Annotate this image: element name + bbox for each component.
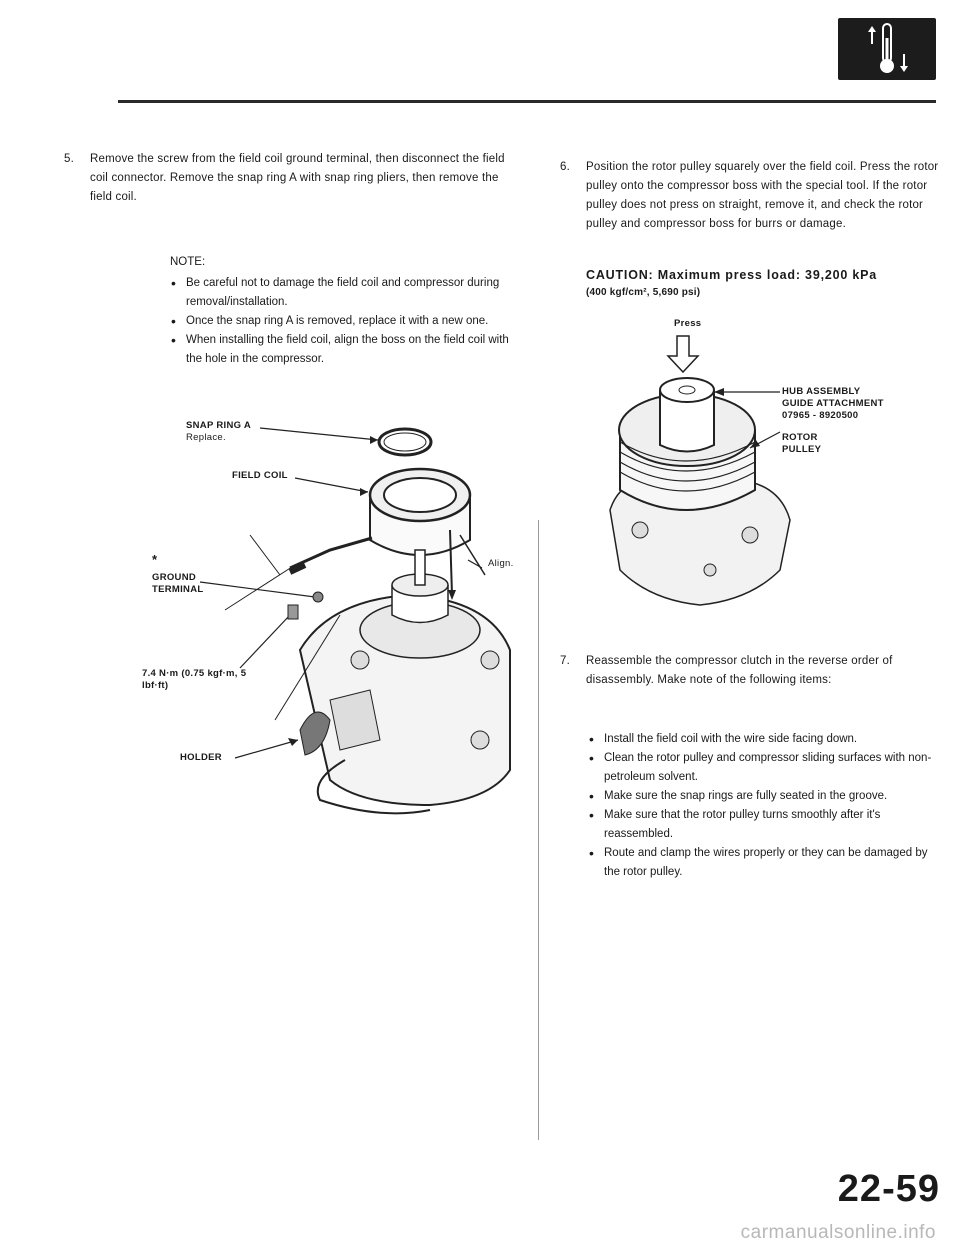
caution-block xyxy=(586,266,936,302)
list-item: • Route and clamp the wires properly or they can be damaged by the rotor pulley. xyxy=(588,844,936,882)
reassembly-items xyxy=(588,730,936,882)
align-label: Align. xyxy=(488,558,514,569)
hub-assembly-text: HUB ASSEMBLY xyxy=(782,386,861,397)
step-5-text: Remove the screw from the field coil ground terminal, then disconnect the field coil connector. Remove the snap ring A with snap ring pliers, then remove the field coil. xyxy=(90,153,505,203)
ground-marker: * xyxy=(152,552,158,567)
step-6-text: Position the rotor pulley squarely over the field coil. Press the rotor pulley onto the compressor boss with the special tool. If the rotor pulley does not press on straight, remove it, and check the rotor pulley and compressor boss for burrs or damage. xyxy=(586,161,939,230)
field-coil xyxy=(290,469,470,572)
field-coil-label: FIELD COIL xyxy=(232,470,288,481)
torque-label: 7.4 N·m (0.75 kgf·m, 5 lbf·ft) xyxy=(142,668,247,691)
step-7 xyxy=(560,652,940,722)
guide-attachment xyxy=(660,378,714,452)
list-item: • Install the field coil with the wire side facing down. xyxy=(588,730,936,749)
column-divider xyxy=(538,520,539,1140)
list-item: • Make sure that the rotor pulley turns smoothly after it's reassembled. xyxy=(588,806,936,844)
climate-control-thermometer-icon xyxy=(838,18,936,80)
snap-ring-text: SNAP RING A xyxy=(186,420,252,431)
list-item: • Clean the rotor pulley and compressor sliding surfaces with non-petroleum solvent. xyxy=(588,749,936,787)
list-item: • Make sure the snap rings are fully seated in the groove. xyxy=(588,787,936,806)
compressor-body xyxy=(300,550,510,813)
press-arrow-icon xyxy=(668,336,698,372)
note-item: • When installing the field coil, align the boss on the field coil with the hole in the compressor. xyxy=(170,331,510,369)
step-7-number: 7. xyxy=(560,655,570,667)
press-label: Press xyxy=(674,318,702,329)
note-item: • Be careful not to damage the field coil and compressor during removal/installation. xyxy=(170,274,510,312)
caution-sub: (400 kgf/cm², 5,690 psi) xyxy=(586,287,701,298)
header-rule xyxy=(118,100,936,103)
step-6-number: 6. xyxy=(560,161,570,173)
snap-ring-label xyxy=(186,420,251,444)
step-7-text: Reassemble the compressor clutch in the reverse order of disassembly. Make note of the following items: xyxy=(586,655,893,686)
snap-ring-a xyxy=(379,429,431,455)
snap-ring-note: Replace. xyxy=(186,432,226,443)
ground-terminal-label: GROUND TERMINAL xyxy=(152,572,204,595)
watermark: carmanualsonline.info xyxy=(740,1222,936,1243)
guide-attachment-text: GUIDE ATTACHMENT xyxy=(782,398,884,409)
note-item: • Once the snap ring A is removed, replace it with a new one. xyxy=(170,312,510,331)
page-number: 22-59 xyxy=(837,1168,940,1210)
note-list xyxy=(170,274,510,369)
tool-number-text: 07965 - 8920500 xyxy=(782,410,859,421)
hub-assembly-label xyxy=(782,386,932,422)
step-5 xyxy=(64,150,512,230)
note-label: NOTE: xyxy=(170,256,206,268)
holder-label: HOLDER xyxy=(180,752,222,763)
rotor-pulley-diagram xyxy=(580,330,940,610)
caution-text: CAUTION: Maximum press load: 39,200 kPa xyxy=(586,268,878,282)
step-6 xyxy=(560,158,940,258)
rotor-pulley-label: ROTOR PULLEY xyxy=(782,432,822,455)
step-5-number: 5. xyxy=(64,153,74,165)
